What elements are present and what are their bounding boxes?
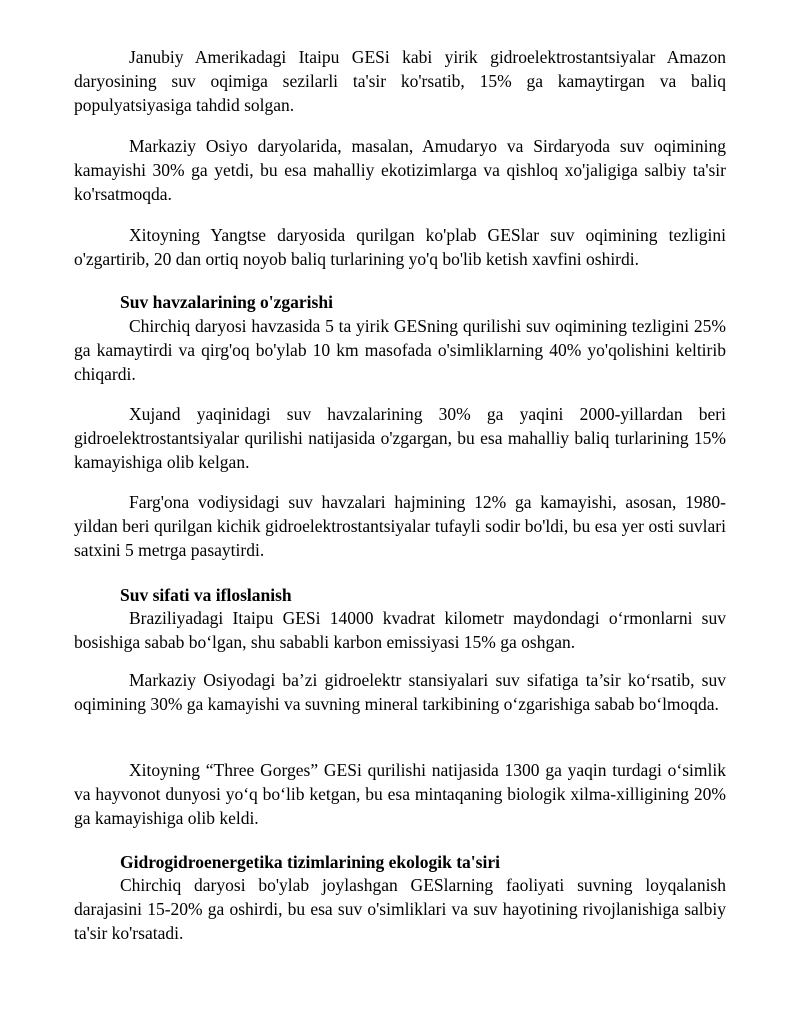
paragraph-yangtze: Xitoyning Yangtse daryosida qurilgan ko'plab GESlar suv oqimining tezligini o'zgartirib, 20 dan ortiq noyob baliq turlarining yo'q bo'lib ketish xavfini oshirdi. bbox=[74, 225, 726, 269]
paragraph-itaipu-brazil: Braziliyadagi Itaipu GESi 14000 kvadrat kilometr maydondagi o‘rmonlarni suv bosishiga sabab bo‘lgan, shu sababli karbon emissiyasi 15% ga oshgan. bbox=[74, 608, 726, 652]
section-heading-water-quality: Suv sifati va ifloslanish bbox=[120, 585, 292, 605]
paragraph-itaipu-amazon: Janubiy Amerikadagi Itaipu GESi kabi yirik gidroelektrostantsiyalar Amazon daryosining suv oqimiga sezilarli ta'sir ko'rsatib, 15% ga kamaytirgan va baliq populyatsiyasiga tahdid solgan. bbox=[74, 47, 726, 115]
paragraph-three-gorges: Xitoyning “Three Gorges” GESi qurilishi natijasida 1300 ga yaqin turdagi o‘simlik va hayvonot dunyosi yo‘q bo‘lib ketgan, bu esa mintaqaning biologik xilma-xilligining 20% ga kamayishiga olib keldi. bbox=[74, 760, 726, 828]
paragraph-chirchiq-basin: Chirchiq daryosi havzasida 5 ta yirik GESning qurilishi suv oqimining tezligini 25% ga kamaytirdi va qirg'oq bo'ylab 10 km masofada o'simliklarning 40% yo'qolishini keltirib chiqardi. bbox=[74, 316, 726, 384]
paragraph-central-asia-rivers: Markaziy Osiyo daryolarida, masalan, Amudaryo va Sirdaryoda suv oqimining kamayishi 30% ga yetdi, bu esa mahalliy ekotizimlarga va qishloq xo'jaligiga salbiy ta'sir ko'rsatmoqda. bbox=[74, 136, 726, 204]
paragraph-khujand: Xujand yaqinidagi suv havzalarining 30% ga yaqini 2000-yillardan beri gidroelektrostantsiyalar qurilishi natijasida o'zgargan, bu esa mahalliy baliq turlarining 15% kamayishiga olib kelgan. bbox=[74, 404, 726, 472]
paragraph-chirchiq-turbidity: Chirchiq daryosi bo'ylab joylashgan GESlarning faoliyati suvning loyqalanish darajasini 15-20% ga oshirdi, bu esa suv o'simliklari va suv hayotining rivojlanishiga salbiy ta'sir ko'rsatadi. bbox=[74, 875, 726, 943]
section-heading-ecological-impact: Gidrogidroenergetika tizimlarining ekologik ta'siri bbox=[120, 852, 500, 872]
paragraph-central-asia-quality: Markaziy Osiyodagi ba’zi gidroelektr stansiyalari suv sifatiga ta’sir ko‘rsatib, suv oqimining 30% ga kamayishi va suvning mineral tarkibining o‘zgarishiga sabab bo‘lmoqda. bbox=[74, 670, 726, 714]
paragraph-fergana: Farg'ona vodiysidagi suv havzalari hajmining 12% ga kamayishi, asosan, 1980-yildan beri qurilgan kichik gidroelektrostantsiyalar tufayli sodir bo'ldi, bu esa yer osti suvlari satxini 5 metrga pasaytirdi. bbox=[74, 492, 726, 560]
section-heading-basin-changes: Suv havzalarining o'zgarishi bbox=[120, 292, 333, 312]
